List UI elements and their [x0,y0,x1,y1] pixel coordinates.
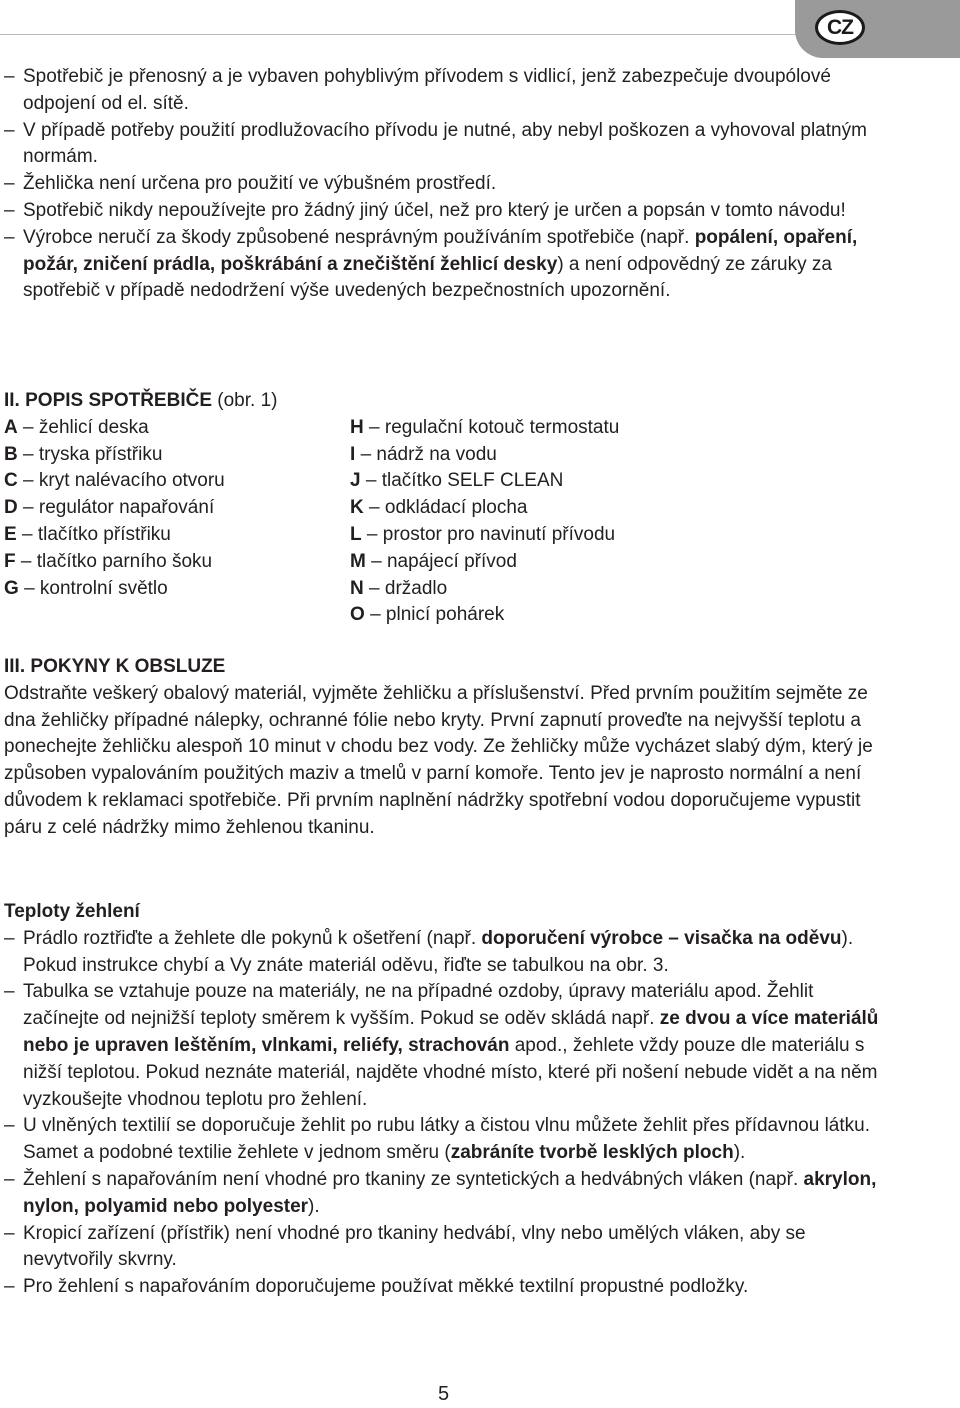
ironing-temperatures [0,899,880,1301]
legend-label: tryska přístřiku [38,443,163,465]
legend-separator: – [360,443,372,465]
legend-row [4,549,225,576]
item-text: Tabulka se vztahuje pouze na materiály, ne na případné ozdoby, úpravy materiálu apod. Žehlit začínejte od nejnižší teploty směrem k vyšším. Pokud se oděv skládá např. [23,981,814,1030]
dash-bullet: – [4,981,15,1003]
legend-separator: – [23,497,34,519]
legend-key: B [4,443,18,465]
item-text: Žehlička není určena pro použití ve výbušném prostředí. [23,173,497,195]
list-item [0,1221,880,1275]
parts-legend [4,388,904,626]
list-item [0,1167,880,1221]
emphasis-text: ze dvou a více materiálů nebo je upraven leštěním, vlnkami, reliéfy, strachován [23,1008,879,1056]
legend-row [4,522,225,549]
list-item [0,926,880,980]
legend-key: O [350,604,365,626]
legend-label: regulátor napařování [38,497,215,519]
legend-key: I [350,443,356,465]
legend-label: tlačítko SELF CLEAN [381,470,564,492]
legend-label: plnicí pohárek [385,604,505,626]
legend-key: E [4,523,17,545]
legend-right-column [350,415,619,629]
legend-separator: – [366,523,378,545]
legend-label: prostor pro navinutí přívodu [382,523,616,545]
legend-separator: – [369,416,380,438]
list-item [0,225,880,305]
item-text: Spotřebič je přenosný a je vybaven pohyblivým přívodem s vidlicí, jenž zabezpečuje dvoupólové odpojení od el. sítě. [23,66,831,114]
item-text: ). Pokud instrukce chybí a Vy znáte materiál oděvu, řiďte se tabulkou na obr. 3. [23,927,854,976]
dash-bullet: – [4,66,15,87]
legend-label: žehlicí deska [38,416,149,438]
language-badge: CZ [815,10,865,45]
legend-row [350,522,619,549]
emphasis-text: doporučení výrobce – visačka na oděvu [481,927,842,949]
legend-key: D [4,497,18,519]
emphasis-text: akrylon, nylon, polyamid nebo polyester [23,1168,877,1217]
dash-bullet: – [4,199,15,221]
legend-row [350,549,619,576]
legend-key: C [4,470,18,492]
item-text: Kropicí zařízení (přístřik) není vhodné pro tkaniny hedvábí, vlny nebo umělých vláken, aby se nevytvořily skvrny. [23,1222,806,1271]
dash-bullet: – [4,226,15,248]
dash-bullet: – [4,1115,15,1137]
legend-row [350,602,619,629]
legend-separator: – [24,577,35,599]
list-item [0,171,880,198]
section-2-title-main: II. POPIS SPOTŘEBIČE [4,390,212,411]
legend-key: G [4,577,19,599]
list-item [0,1274,880,1301]
legend-key: N [350,577,364,599]
list-item [0,64,880,118]
emphasis-text: zabráníte tvorbě lesklých ploch [450,1142,734,1164]
legend-row [350,495,619,522]
legend-row [4,576,225,603]
legend-separator: – [369,577,380,599]
legend-row [350,468,619,495]
temperatures-title: Teploty žehlení [4,901,140,922]
legend-key: K [350,497,364,519]
legend-separator: – [365,470,377,492]
dash-bullet: – [4,119,15,141]
legend-separator: – [20,550,32,572]
emphasis-text: popálení, opaření, požár, zničení prádla, poškrábání a znečištění žehlicí desky [23,226,858,275]
item-text: Prádlo roztřiďte a žehlete dle pokynů k ošetření (např. [23,927,482,949]
legend-label: tlačítko přístřiku [37,523,171,545]
legend-row [4,495,225,522]
legend-key: L [350,523,362,545]
temperatures-list [0,926,880,1301]
legend-label: kontrolní světlo [39,577,168,599]
item-text: ). [733,1142,746,1164]
dash-bullet: – [4,1276,15,1298]
legend-left-column [4,415,225,603]
list-item [0,198,880,225]
legend-label: odkládací plocha [384,497,528,519]
legend-separator: – [23,470,34,492]
section-3 [0,654,884,842]
legend-label: tlačítko parního šoku [36,550,213,572]
item-text: apod., žehlete vždy pouze dle materiálu s nižší teplotou. Pokud neznáte materiál, najděte vhodné místo, které při nošení nebude vidět a na něm vyzkoušejte vhodnou teplotu pro žehlení. [23,1034,878,1110]
section-2-title [4,388,904,415]
section-3-paragraph: Odstraňte veškerý obalový materiál, vyjměte žehličku a příslušenství. Před prvním použitím sejměte ze dna žehličky případné nálepky, ochranné fólie nebo kryty. První zapnutí proveďte na nejvyšší teplotu a ponechejte žehličku alespoň 10 minut v chodu bez vody. Ze žehličky může vycházet slabý dým, který je způsoben vypalováním použitých maziv a tmelů v parní komoře. Tento jev je naprosto normální a není důvodem k reklamaci spotřebiče. Při prvním naplnění nádržky spotřební vodou doporučujeme vypustit páru z celé nádržky mimo žehlenou tkaninu. [4,682,873,838]
legend-key: M [350,550,366,572]
legend-label: nádrž na vodu [376,443,497,465]
legend-row [4,415,225,442]
legend-row [350,576,619,603]
item-text: ) a není odpovědný ze záruky za spotřebič v případě nedodržení výše uvedených bezpečnostních upozornění. [23,253,832,302]
section-3-title: III. POKYNY K OBSLUZE [4,656,226,677]
item-text: U vlněných textilií se doporučuje žehlit po rubu látky a čistou vlnu můžete žehlit přes přídavnou látku. Samet a podobné textilie žehlete v jednom směru ( [23,1115,871,1164]
legend-separator: – [23,416,34,438]
list-item [0,118,880,172]
legend-label: kryt nalévacího otvoru [38,470,225,492]
legend-label: napájecí přívod [386,550,517,572]
legend-key: H [350,416,364,438]
legend-row [4,468,225,495]
item-text: V případě potřeby použití prodlužovacího přívodu je nutné, aby nebyl poškozen a vyhovoval platným normám. [23,119,867,168]
item-text: Žehlení s napařováním není vhodné pro tkaniny ze syntetických a hedvábných vláken (např. [23,1168,804,1190]
safety-list [0,64,880,305]
dash-bullet: – [4,1222,15,1244]
legend-separator: – [23,443,34,465]
item-text: ). [308,1195,320,1217]
legend-row [4,442,225,469]
legend-key: F [4,550,16,572]
list-item [0,979,880,1113]
dash-bullet: – [4,1168,15,1190]
item-text: Pro žehlení s napařováním doporučujeme používat měkké textilní propustné podložky. [23,1276,749,1298]
item-text: Výrobce neručí za škody způsobené nesprávným používáním spotřebiče (např. [23,226,695,248]
legend-separator: – [21,523,33,545]
dash-bullet: – [4,173,15,195]
legend-separator: – [371,550,382,572]
legend-row [350,442,619,469]
legend-row [350,415,619,442]
legend-label: držadlo [384,577,448,599]
legend-key: J [350,470,361,492]
list-item [0,1113,880,1167]
page-number: 5 [438,1383,450,1405]
legend-key: A [4,416,18,438]
section-2-title-ref: (obr. 1) [212,390,278,411]
legend-separator: – [369,497,380,519]
legend-separator: – [370,604,381,626]
dash-bullet: – [4,927,15,949]
legend-label: regulační kotouč termostatu [384,416,620,438]
item-text: Spotřebič nikdy nepoužívejte pro žádný jiný účel, než pro který je určen a popsán v tomto návodu! [23,199,846,221]
